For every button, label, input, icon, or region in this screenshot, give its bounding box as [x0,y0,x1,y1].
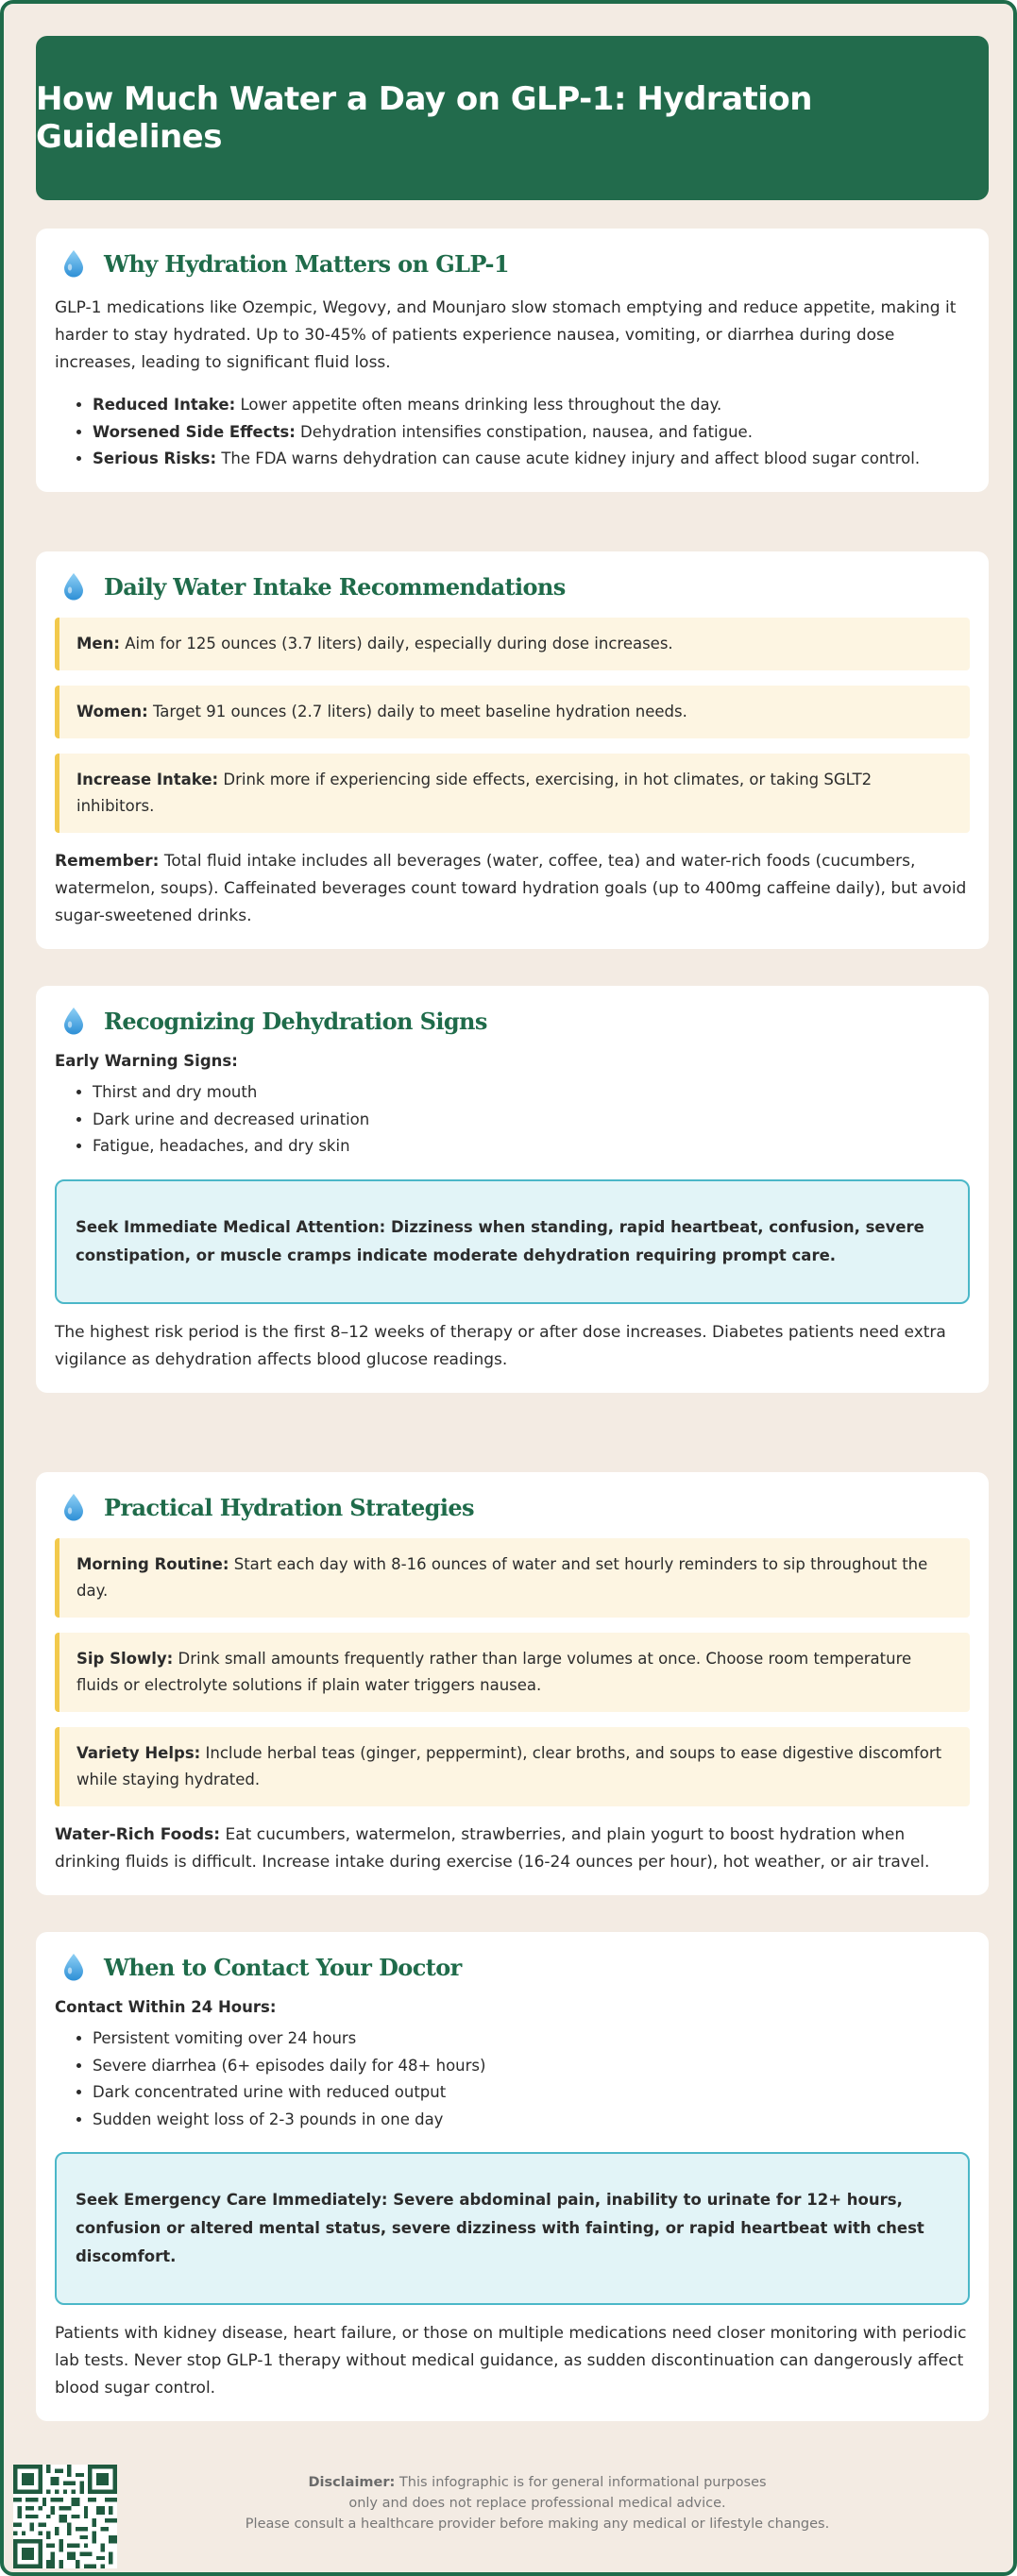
tip-box: Variety Helps: Include herbal teas (ginger, peppermint), clear broths, and soups to ease digestive discomfort while staying hydrated. [55,1727,970,1806]
list-item: • Severe diarrhea (6+ episodes daily for 48+ hours) [93,2053,970,2080]
section-title: When to Contact Your Doctor [104,1953,462,1981]
section-dehydration-signs [36,986,989,1393]
list-item: • Worsened Side Effects: Dehydration intensifies constipation, nausea, and fatigue. [93,419,970,447]
water-drop-icon [62,1493,85,1521]
alert-box: Seek Emergency Care Immediately: Severe abdominal pain, inability to urinate for 12+ hours, confusion or altered mental status, severe dizziness with fainting, or rapid heartbeat with chest discomfort. [55,2152,970,2305]
header-banner [36,36,989,200]
section-why-hydration [36,229,989,492]
list-item: • Dark concentrated urine with reduced output [93,2079,970,2107]
section-strategies [36,1472,989,1895]
water-drop-icon [62,249,85,278]
section-closing: Patients with kidney disease, heart failure, or those on multiple medications need closer monitoring with periodic lab tests. Never stop GLP-1 therapy without medical guidance, as sudden discontinuation can dangerously affect blood sugar control. [55,2324,967,2398]
tip-box: Men: Aim for 125 ounces (3.7 liters) daily, especially during dose increases. [55,618,970,670]
section-header [55,1493,970,1521]
section-closing: The highest risk period is the first 8–12 weeks of therapy or after dose increases. Diabetes patients need extra vigilance as dehydration affects blood glucose readings. [55,1322,946,1369]
tip-box: Sip Slowly: Drink small amounts frequently rather than large volumes at once. Choose room temperature fluids or electrolyte solutions if plain water triggers nausea. [55,1633,970,1712]
section-header [55,1953,970,1981]
bullet-list [93,392,970,473]
tip-box: Increase Intake: Drink more if experiencing side effects, exercising, in hot climates, or taking SGLT2 inhibitors. [55,754,970,833]
list-item: • Fatigue, headaches, and dry skin [93,1133,970,1161]
list-item: • Persistent vomiting over 24 hours [93,2025,970,2053]
section-header [55,249,970,278]
section-title: Daily Water Intake Recommendations [104,572,566,601]
section-note: Water-Rich Foods: Eat cucumbers, watermelon, strawberries, and plain yogurt to boost hydration when drinking fluids is difficult. Increase intake during exercise (16-24 ounces per hour), hot weather, or air travel. [55,1825,930,1872]
water-drop-icon [62,1953,85,1981]
section-note: Remember: Total fluid intake includes all beverages (water, coffee, tea) and water-rich foods (cucumbers, watermelon, soups). Caffeinated beverages count toward hydration goals (up to 400mg caffeine daily), but avoid sugar-sweetened drinks. [55,852,967,925]
alert-box: Seek Immediate Medical Attention: Dizziness when standing, rapid heartbeat, confusion, severe constipation, or muscle cramps indicate moderate dehydration requiring prompt care. [55,1179,970,1304]
section-contact-doctor [36,1932,989,2421]
section-daily-intake [36,551,989,949]
water-drop-icon [62,572,85,601]
water-drop-icon [62,1007,85,1035]
list-item: • Sudden weight loss of 2-3 pounds in one day [93,2107,970,2134]
list-item: • Reduced Intake: Lower appetite often means drinking less throughout the day. [93,392,970,419]
bullet-list [93,2025,970,2133]
bullet-list [93,1079,970,1161]
list-item: • Thirst and dry mouth [93,1079,970,1107]
footer-disclaimer: Disclaimer: This infographic is for general informational purposes only and does not replace professional medical advice. Please consult a healthcare provider before making any medical or lifestyle changes. [245,2475,830,2532]
section-title: Practical Hydration Strategies [104,1493,474,1521]
section-title: Recognizing Dehydration Signs [104,1007,487,1035]
section-header [55,1007,970,1035]
page-title: How Much Water a Day on GLP-1: Hydration Guidelines [36,80,812,156]
subheading: Contact Within 24 Hours: [55,1998,277,2016]
subheading: Early Warning Signs: [55,1052,238,1070]
section-title: Why Hydration Matters on GLP-1 [104,249,509,278]
list-item: • Serious Risks: The FDA warns dehydration can cause acute kidney injury and affect blood sugar control. [93,446,970,473]
qr-code-icon [13,2465,117,2568]
section-header [55,572,970,601]
tip-box: Women: Target 91 ounces (2.7 liters) daily to meet baseline hydration needs. [55,686,970,738]
tip-box: Morning Routine: Start each day with 8-16 ounces of water and set hourly reminders to sip throughout the day. [55,1538,970,1618]
list-item: • Dark urine and decreased urination [93,1107,970,1134]
section-intro: GLP-1 medications like Ozempic, Wegovy, and Mounjaro slow stomach emptying and reduce appetite, making it harder to stay hydrated. Up to 30-45% of patients experience nausea, vomiting, or diarrhea during dose increases, leading to significant fluid loss. [55,298,957,372]
